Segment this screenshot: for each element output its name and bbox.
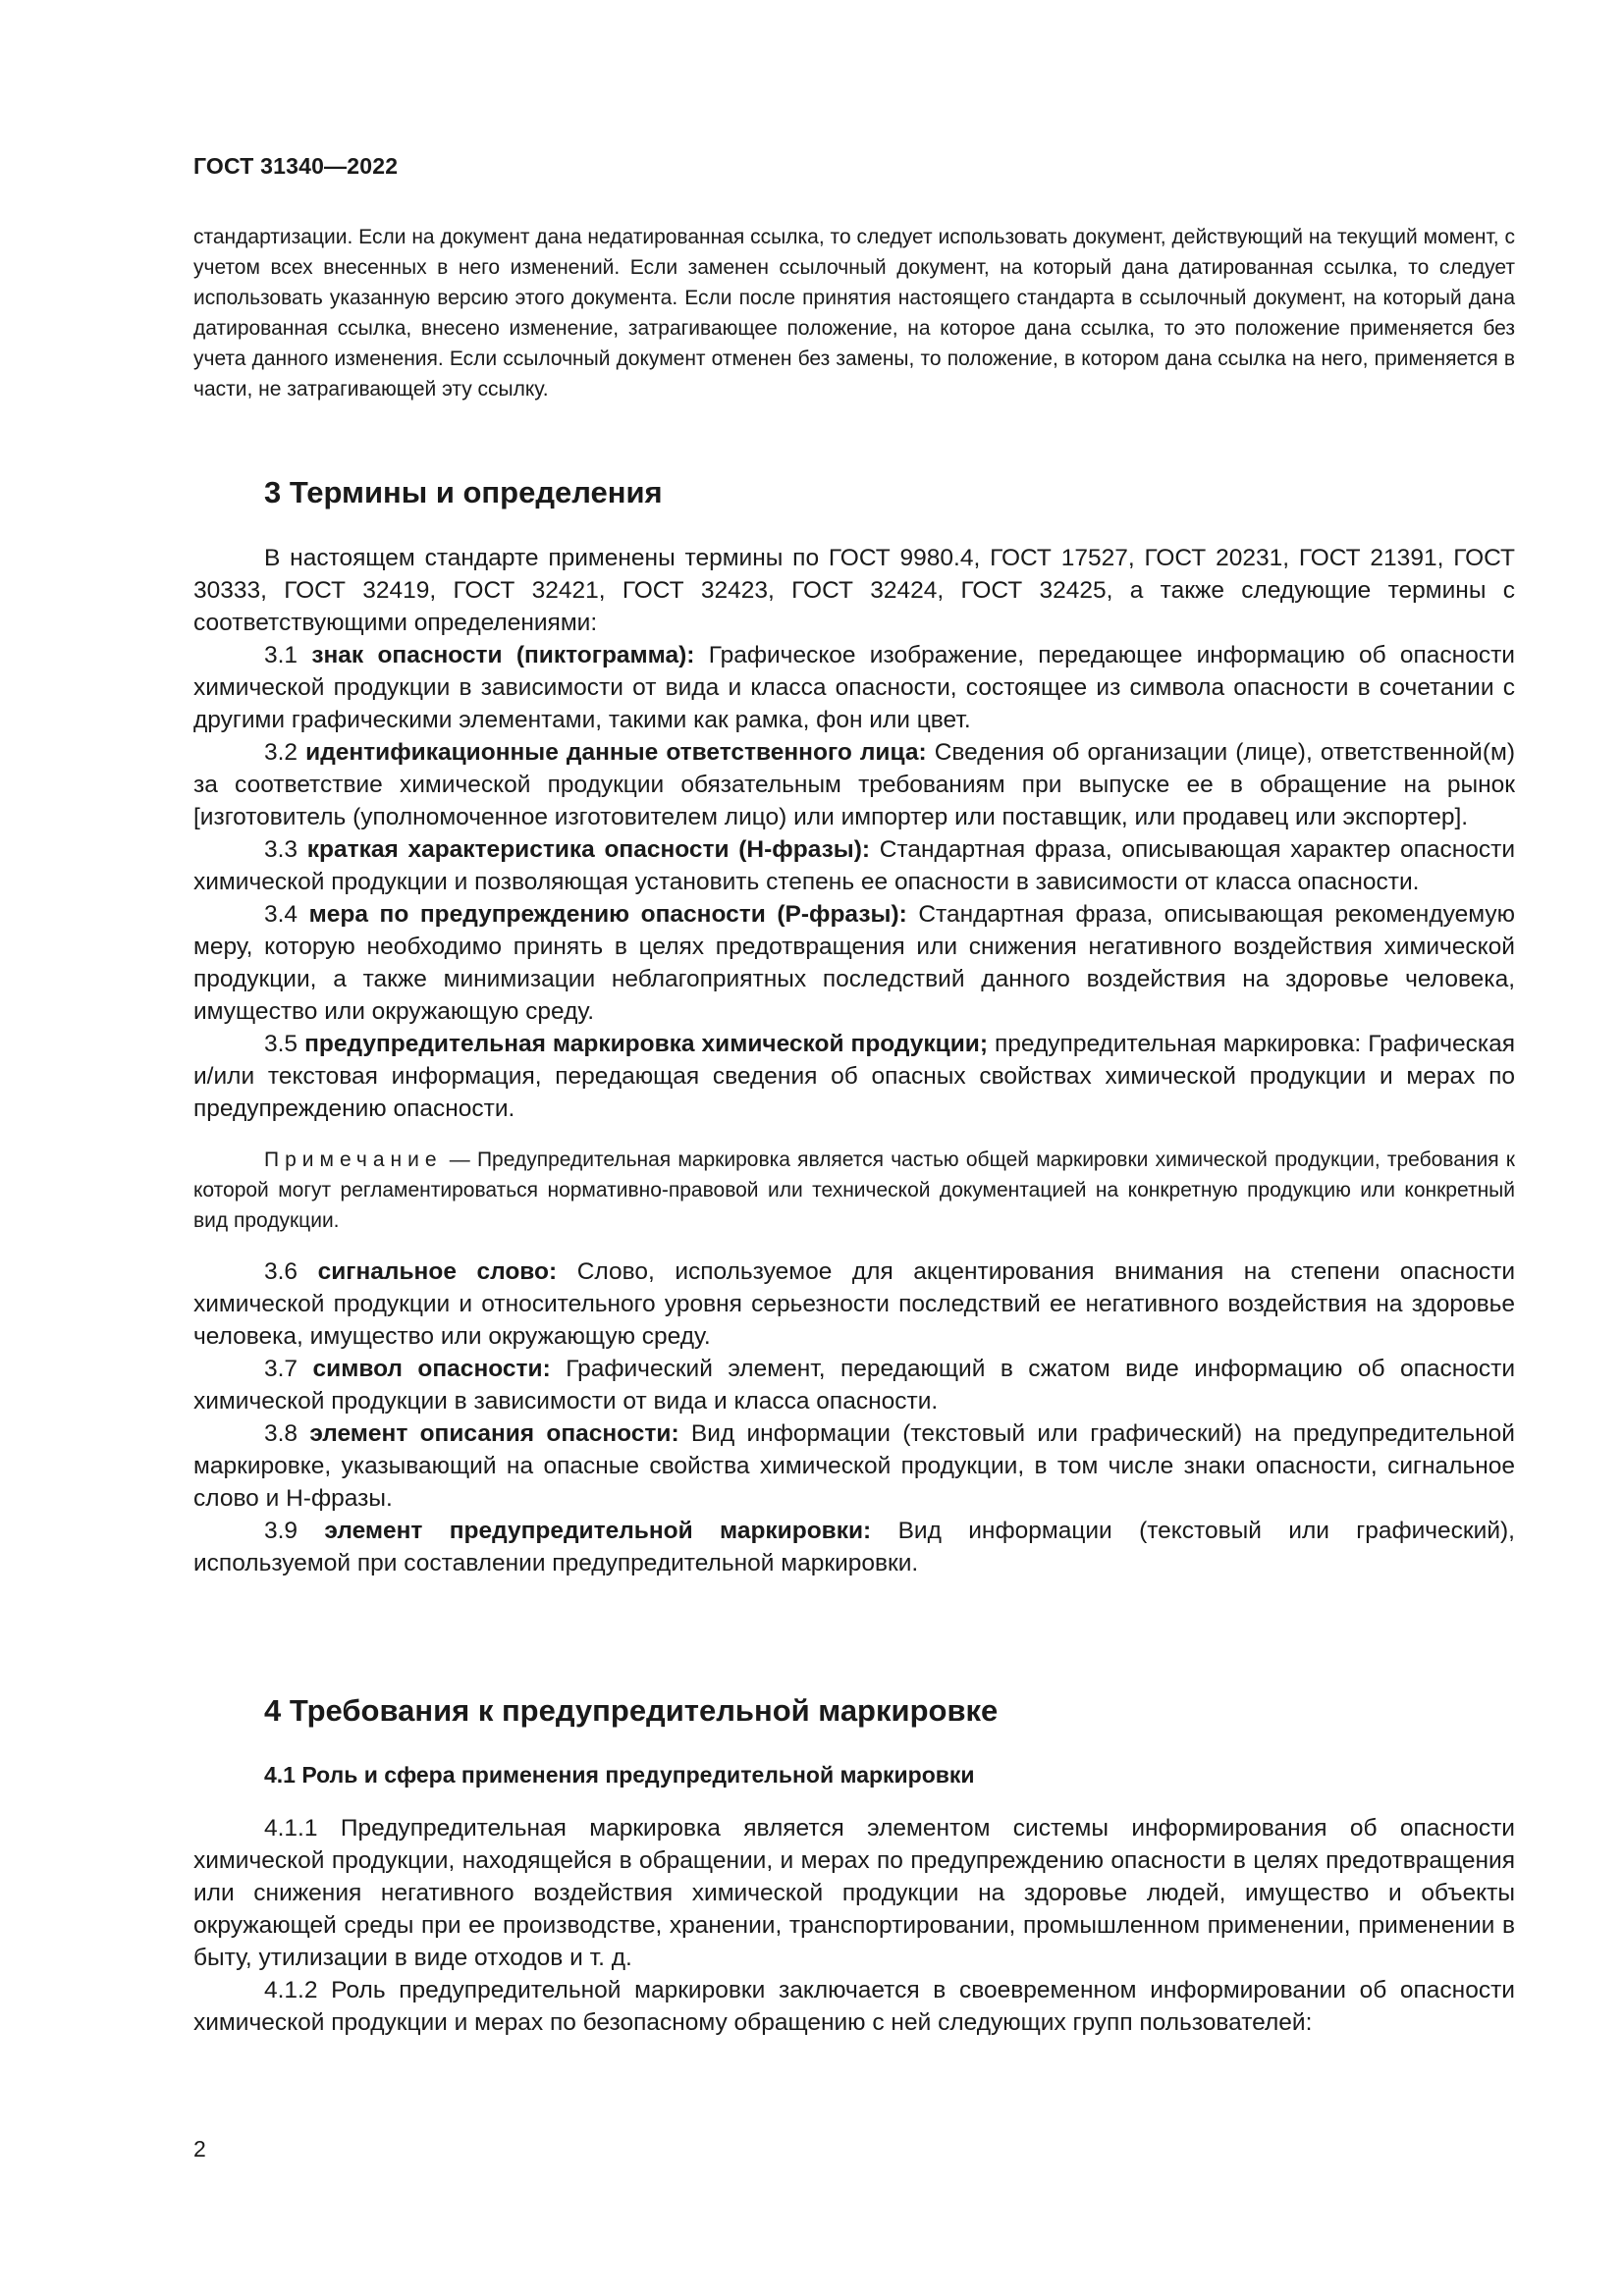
term-3-2: 3.2 идентификационные данные ответственного лица: Сведения об организации (лице), ответственной(м) за соответствие химической продукции обязательным требованиям при выпуске ее в обращение на рынок [изготовитель (уполномоченное изготовителем лицо) или импортер или поставщик, или продавец или экспортер].: [193, 739, 1516, 830]
section-4-title: 4 Требования к предупредительной маркировке: [264, 1693, 999, 1728]
term-3-6: 3.6 сигнальное слово: Слово, используемое для акцентирования внимания на степени опасности химической продукции и относительного уровня серьезности последствий ее негативного воздействия на здоровье человека, имущество или окружающую среду.: [193, 1258, 1516, 1350]
section-4-body: [193, 1812, 1515, 2039]
term-3-1: 3.1 знак опасности (пиктограмма): Графическое изображение, передающее информацию об опасности химической продукции в зависимости от вида и класса опасности, состоящее из символа опасности в сочетании с другими графическими элементами, такими как рамка, фон или цвет.: [193, 642, 1515, 733]
note-block: [193, 1145, 1515, 1236]
page-number: 2: [193, 2136, 206, 2162]
paragraph-4-1-2: 4.1.2 Роль предупредительной маркировки заключается в своевременном информировании об опасности химической продукции и мерах по безопасному обращению с ней следующих групп пользователей:: [193, 1977, 1515, 2036]
term-3-3: 3.3 краткая характеристика опасности (H-фразы): Стандартная фраза, описывающая характер опасности химической продукции и позволяющая установить степень ее опасности в зависимости от класса опасности.: [193, 836, 1516, 895]
section-4-1-title: 4.1 Роль и сфера применения предупредительной маркировки: [264, 1762, 975, 1788]
term-3-7: 3.7 символ опасности: Графический элемент, передающий в сжатом виде информацию об опасности химической продукции в зависимости от вида и класса опасности.: [193, 1356, 1516, 1415]
paragraph-4-1-1: 4.1.1 Предупредительная маркировка является элементом системы информирования об опасности химической продукции, находящейся в обращении, и мерах по предупреждению опасности в целях предотвращения или снижения негативного воздействия химической продукции на здоровье людей, имущество и объекты окружающей среды при ее производстве, хранении, транспортировании, промышленном применении, применении в быту, утилизации в виде отходов и т. д.: [193, 1815, 1515, 1971]
document-header: ГОСТ 31340—2022: [193, 153, 399, 179]
term-3-5: 3.5 предупредительная маркировка химической продукции; предупредительная маркировка: Графическая и/или текстовая информация, передающая сведения об опасных свойствах химической продукции и мерах по предупреждению опасности.: [193, 1031, 1516, 1122]
note-label: Примечание: [264, 1148, 443, 1171]
intro-paragraph: стандартизации. Если на документ дана недатированная ссылка, то следует использовать документ, действующий на текущий момент, с учетом всех внесенных в него изменений. Если заменен ссылочный документ, на который дана датированная ссылка, то следует использовать указанную версию этого документа. Если после принятия настоящего стандарта в ссылочный документ, на который дана датированная ссылка, внесено изменение, затрагивающее положение, на которое дана ссылка, то это положение применяется без учета данного изменения. Если ссылочный документ отменен без замены, то положение, в котором дана ссылка на него, применяется в части, не затрагивающей эту ссылку.: [193, 226, 1515, 400]
section-3-lead: В настоящем стандарте применены термины по ГОСТ 9980.4, ГОСТ 17527, ГОСТ 20231, ГОСТ 21391, ГОСТ 30333, ГОСТ 32419, ГОСТ 32421, ГОСТ 32423, ГОСТ 32424, ГОСТ 32425, а также следующие термины с соответствующими определениями:: [193, 545, 1515, 636]
section-3-title: 3 Термины и определения: [264, 475, 663, 509]
term-3-8: 3.8 элемент описания опасности: Вид информации (текстовый или графический) на предупредительной маркировке, указывающий на опасные свойства химической продукции, в том числе знаки опасности, сигнальное слово и H-фразы.: [193, 1420, 1515, 1512]
section-3-body: [193, 542, 1515, 1579]
term-3-9: 3.9 элемент предупредительной маркировки: Вид информации (текстовый или графический), используемой при составлении предупредительной маркировки.: [193, 1518, 1515, 1576]
term-3-4: 3.4 мера по предупреждению опасности (P-фразы): Стандартная фраза, описывающая рекомендуемую меру, которую необходимо принять в целях предотвращения или снижения негативного воздействия химической продукции, а также минимизации неблагоприятных последствий данного воздействия на здоровье человека, имущество или окружающую среду.: [193, 901, 1515, 1025]
note-text: — Предупредительная маркировка является частью общей маркировки химической продукции, требования к которой могут регламентироваться нормативно-правовой или технической документацией на конкретную продукцию или конкретный вид продукции.: [193, 1148, 1515, 1232]
